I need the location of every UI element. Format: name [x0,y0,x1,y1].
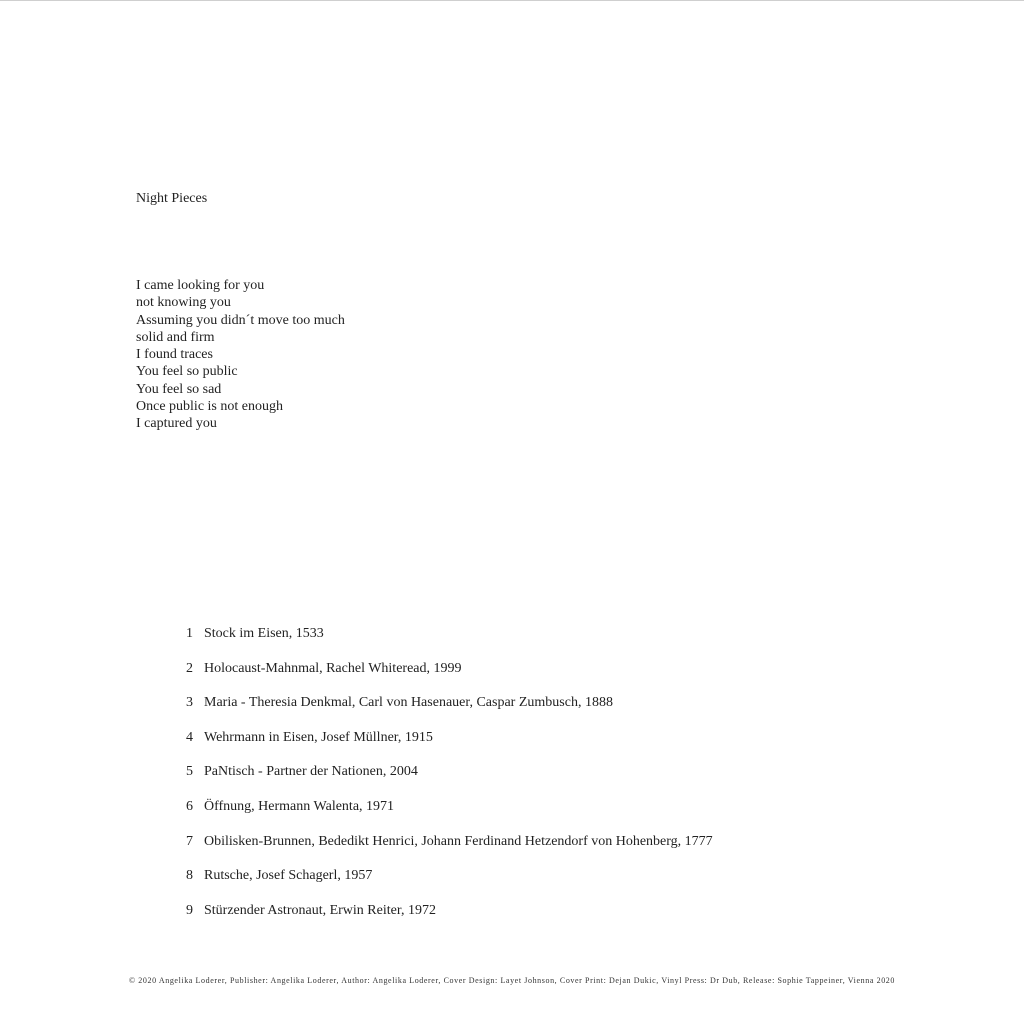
footer-credits: © 2020 Angelika Loderer, Publisher: Angelika Loderer, Author: Angelika Loderer, Cover Design: Layet Johnson, Cover Print: Dejan Dukic, Vinyl Press: Dr Dub, Release: Sophie Tappeiner, Vienna 2020 [129,976,895,985]
item-text: PaNtisch - Partner der Nationen, 2004 [204,764,418,780]
poem-line: You feel so public [136,364,238,380]
poem-line: solid and firm [136,329,215,345]
poem-line: I came looking for you [136,278,265,293]
item-number: 7 [186,833,193,849]
poem-line: Assuming you didn´t move too much [136,312,345,328]
item-text: Rutsche, Josef Schagerl, 1957 [204,868,373,884]
item-number: 3 [186,695,193,711]
poem-line: You feel so sad [136,381,222,397]
list-item [180,694,713,729]
item-text: Stock im Eisen, 1533 [204,626,324,641]
item-number: 1 [186,626,193,641]
item-number: 4 [186,729,193,745]
item-text: Holocaust-Mahnmal, Rachel Whiteread, 1999 [204,660,462,676]
list-item [180,625,713,660]
top-divider [0,0,1024,1]
item-number: 8 [186,868,193,884]
works-list [180,625,713,936]
item-text: Obilisken-Brunnen, Bededikt Henrici, Johann Ferdinand Hetzendorf von Hohenberg, 1777 [204,833,713,849]
list-item [180,798,713,833]
item-number: 6 [186,798,193,814]
list-item [180,833,713,868]
item-text: Öffnung, Hermann Walenta, 1971 [204,798,395,814]
poem-line: not knowing you [136,295,231,311]
list-item [180,660,713,695]
list-item [180,902,713,937]
item-number: 5 [186,764,193,780]
poem [136,277,345,433]
list-item [180,729,713,764]
page-title: Night Pieces [136,191,208,206]
poem-line: I found traces [136,347,213,363]
list-item [180,867,713,902]
item-number: 9 [186,902,193,918]
poem-line: Once public is not enough [136,399,283,415]
poem-line: I captured you [136,416,217,432]
item-text: Stürzender Astronaut, Erwin Reiter, 1972 [204,902,436,918]
item-text: Maria - Theresia Denkmal, Carl von Hasenauer, Caspar Zumbusch, 1888 [204,695,613,711]
item-number: 2 [186,660,193,676]
item-text: Wehrmann in Eisen, Josef Müllner, 1915 [204,729,433,745]
list-item [180,763,713,798]
